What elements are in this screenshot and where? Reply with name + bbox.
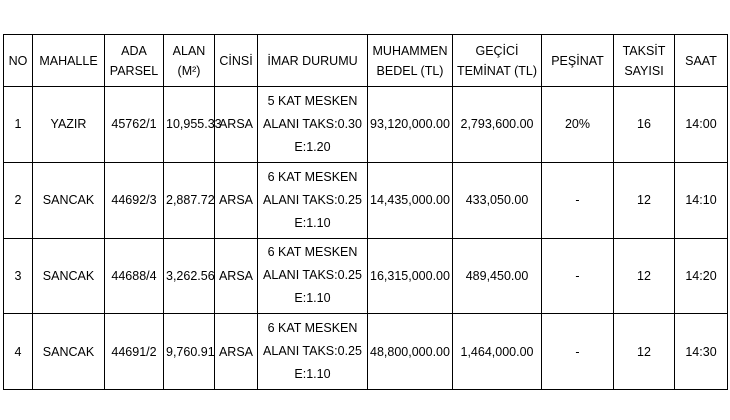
header-imar bbox=[258, 35, 368, 87]
table-row bbox=[4, 87, 728, 163]
cell-mahalle: SANCAK bbox=[33, 238, 105, 314]
header-alan-unit: (M²) bbox=[177, 63, 201, 78]
header-alan-label: ALAN bbox=[172, 43, 206, 58]
cell-ada-parsel: 44692/3 bbox=[105, 162, 164, 238]
cell-saat: 14:30 bbox=[675, 314, 728, 390]
cell-pesinat: - bbox=[542, 162, 614, 238]
cell-pesinat: - bbox=[542, 238, 614, 314]
cell-mahalle: SANCAK bbox=[33, 162, 105, 238]
header-parsel-label: PARSEL bbox=[109, 63, 159, 78]
cell-no: 3 bbox=[4, 238, 33, 314]
cell-mahalle: YAZIR bbox=[33, 87, 105, 163]
cell-muhammen: 48,800,000.00 bbox=[368, 314, 453, 390]
imar-line: E:1.20 bbox=[294, 139, 331, 154]
cell-mahalle: SANCAK bbox=[33, 314, 105, 390]
cell-imar bbox=[258, 162, 368, 238]
header-taksit-label: TAKSİT bbox=[622, 43, 666, 58]
header-imar-label: İMAR DURUMU bbox=[267, 53, 358, 68]
imar-line: E:1.10 bbox=[294, 215, 331, 230]
cell-no: 4 bbox=[4, 314, 33, 390]
cell-imar bbox=[258, 314, 368, 390]
imar-line: 6 KAT MESKEN bbox=[267, 169, 358, 184]
header-saat-label: SAAT bbox=[685, 53, 717, 68]
cell-cinsi: ARSA bbox=[215, 162, 258, 238]
header-gecici-label: GEÇİCİ bbox=[475, 43, 519, 58]
header-muhammen bbox=[368, 35, 453, 87]
cell-saat: 14:10 bbox=[675, 162, 728, 238]
imar-line: E:1.10 bbox=[294, 291, 331, 306]
cell-alan: 3,262.56 bbox=[164, 238, 215, 314]
header-taksit bbox=[614, 35, 675, 87]
imar-line: ALANI TAKS:0.25 bbox=[263, 192, 362, 207]
cell-taksit: 12 bbox=[614, 314, 675, 390]
cell-pesinat: - bbox=[542, 314, 614, 390]
cell-teminat: 2,793,600.00 bbox=[453, 87, 542, 163]
header-saat bbox=[675, 35, 728, 87]
cell-saat: 14:00 bbox=[675, 87, 728, 163]
table-row bbox=[4, 314, 728, 390]
header-mahalle bbox=[33, 35, 105, 87]
header-sayisi-label: SAYISI bbox=[624, 63, 664, 78]
table-row bbox=[4, 162, 728, 238]
imar-line: 5 KAT MESKEN bbox=[267, 93, 358, 108]
cell-cinsi: ARSA bbox=[215, 238, 258, 314]
header-ada-label: ADA bbox=[121, 43, 147, 58]
cell-teminat: 1,464,000.00 bbox=[453, 314, 542, 390]
header-cinsi-label: CİNSİ bbox=[219, 53, 253, 68]
header-mahalle-label: MAHALLE bbox=[39, 53, 98, 68]
imar-line: ALANI TAKS:0.25 bbox=[263, 268, 362, 283]
header-row bbox=[4, 35, 728, 87]
imar-line: ALANI TAKS:0.30 bbox=[263, 116, 362, 131]
header-no bbox=[4, 35, 33, 87]
cell-muhammen: 14,435,000.00 bbox=[368, 162, 453, 238]
cell-taksit: 16 bbox=[614, 87, 675, 163]
cell-alan: 9,760.91 bbox=[164, 314, 215, 390]
table-row bbox=[4, 238, 728, 314]
cell-cinsi: ARSA bbox=[215, 314, 258, 390]
imar-line: E:1.10 bbox=[294, 367, 331, 382]
header-no-label: NO bbox=[8, 53, 28, 68]
cell-alan: 10,955.33 bbox=[164, 87, 215, 163]
cell-imar bbox=[258, 87, 368, 163]
header-teminat-label: TEMİNAT (TL) bbox=[456, 63, 538, 78]
header-pesinat bbox=[542, 35, 614, 87]
header-bedel-label: BEDEL (TL) bbox=[376, 63, 444, 78]
imar-line: 6 KAT MESKEN bbox=[267, 245, 358, 260]
cell-imar bbox=[258, 238, 368, 314]
imar-line: 6 KAT MESKEN bbox=[267, 321, 358, 336]
header-muhammen-label: MUHAMMEN bbox=[372, 43, 448, 58]
cell-pesinat: 20% bbox=[542, 87, 614, 163]
cell-teminat: 433,050.00 bbox=[453, 162, 542, 238]
auction-table bbox=[3, 34, 728, 390]
cell-ada-parsel: 45762/1 bbox=[105, 87, 164, 163]
header-teminat bbox=[453, 35, 542, 87]
cell-saat: 14:20 bbox=[675, 238, 728, 314]
header-alan bbox=[164, 35, 215, 87]
cell-cinsi: ARSA bbox=[215, 87, 258, 163]
cell-no: 2 bbox=[4, 162, 33, 238]
cell-muhammen: 16,315,000.00 bbox=[368, 238, 453, 314]
header-ada-parsel bbox=[105, 35, 164, 87]
imar-line: ALANI TAKS:0.25 bbox=[263, 344, 362, 359]
cell-no: 1 bbox=[4, 87, 33, 163]
cell-taksit: 12 bbox=[614, 162, 675, 238]
header-pesinat-label: PEŞİNAT bbox=[551, 53, 604, 68]
cell-teminat: 489,450.00 bbox=[453, 238, 542, 314]
cell-taksit: 12 bbox=[614, 238, 675, 314]
cell-ada-parsel: 44691/2 bbox=[105, 314, 164, 390]
cell-alan: 2,887.72 bbox=[164, 162, 215, 238]
header-cinsi bbox=[215, 35, 258, 87]
cell-muhammen: 93,120,000.00 bbox=[368, 87, 453, 163]
cell-ada-parsel: 44688/4 bbox=[105, 238, 164, 314]
